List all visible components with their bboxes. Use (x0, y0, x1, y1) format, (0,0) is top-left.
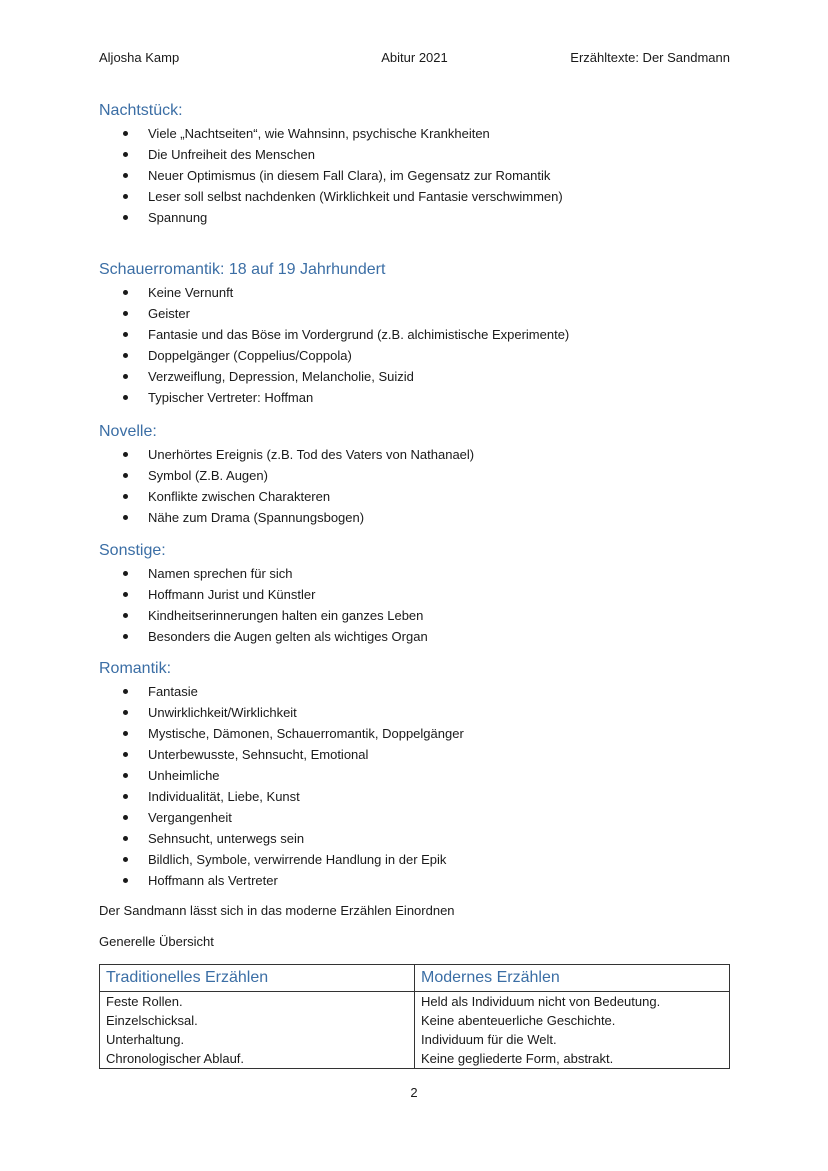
bullet-list (99, 444, 739, 528)
table-header-modern: Modernes Erzählen (415, 965, 730, 992)
list-item: Fantasie und das Böse im Vordergrund (z.B. alchimistische Experimente) (99, 324, 739, 345)
section-sonstige (99, 539, 739, 647)
list-item: Unterbewusste, Sehnsucht, Emotional (99, 744, 739, 765)
page-header (99, 50, 730, 70)
list-item: Sehnsucht, unterwegs sein (99, 828, 739, 849)
list-item: Geister (99, 303, 739, 324)
list-item: Viele „Nachtseiten“, wie Wahnsinn, psychische Krankheiten (99, 123, 739, 144)
section-title: Nachtstück: (99, 102, 183, 119)
table-cell: Unterhaltung. (100, 1030, 415, 1049)
section-novelle (99, 420, 739, 528)
list-item: Unheimliche (99, 765, 739, 786)
list-item: Vergangenheit (99, 807, 739, 828)
paragraph-overview-label: Generelle Übersicht (99, 934, 214, 949)
list-item: Doppelgänger (Coppelius/Coppola) (99, 345, 739, 366)
section-nachtstueck (99, 99, 739, 228)
table-cell: Individuum für die Welt. (415, 1030, 730, 1049)
section-title: Schauerromantik: 18 auf 19 Jahrhundert (99, 261, 386, 278)
table-row (100, 992, 730, 1012)
table-cell: Held als Individuum nicht von Bedeutung. (415, 992, 730, 1012)
section-romantik (99, 657, 739, 891)
list-item: Besonders die Augen gelten als wichtiges Organ (99, 626, 739, 647)
list-item: Hoffmann als Vertreter (99, 870, 739, 891)
list-item: Kindheitserinnerungen halten ein ganzes Leben (99, 605, 739, 626)
bullet-list (99, 563, 739, 647)
paragraph-classification: Der Sandmann lässt sich in das moderne Erzählen Einordnen (99, 903, 455, 918)
list-item: Fantasie (99, 681, 739, 702)
list-item: Bildlich, Symbole, verwirrende Handlung in der Epik (99, 849, 739, 870)
table-row (100, 1011, 730, 1030)
table-cell: Chronologischer Ablauf. (100, 1049, 415, 1069)
list-item: Unwirklichkeit/Wirklichkeit (99, 702, 739, 723)
list-item: Mystische, Dämonen, Schauerromantik, Doppelgänger (99, 723, 739, 744)
list-item: Namen sprechen für sich (99, 563, 739, 584)
comparison-table (99, 964, 730, 1069)
table-header-traditional: Traditionelles Erzählen (100, 965, 415, 992)
list-item: Neuer Optimismus (in diesem Fall Clara), im Gegensatz zur Romantik (99, 165, 739, 186)
bullet-list (99, 282, 739, 408)
page-number: 2 (410, 1085, 418, 1100)
list-item: Symbol (Z.B. Augen) (99, 465, 739, 486)
table-row (100, 1049, 730, 1069)
table-row (100, 1030, 730, 1049)
list-item: Unerhörtes Ereignis (z.B. Tod des Vaters von Nathanael) (99, 444, 739, 465)
section-title: Romantik: (99, 660, 172, 677)
table-cell: Einzelschicksal. (100, 1011, 415, 1030)
list-item: Verzweiflung, Depression, Melancholie, Suizid (99, 366, 739, 387)
list-item: Nähe zum Drama (Spannungsbogen) (99, 507, 739, 528)
table-cell: Feste Rollen. (100, 992, 415, 1012)
section-schauerromantik (99, 258, 739, 408)
list-item: Typischer Vertreter: Hoffman (99, 387, 739, 408)
list-item: Spannung (99, 207, 739, 228)
table-cell: Keine gegliederte Form, abstrakt. (415, 1049, 730, 1069)
section-title: Novelle: (99, 423, 157, 440)
table-cell: Keine abenteuerliche Geschichte. (415, 1011, 730, 1030)
list-item: Hoffmann Jurist und Künstler (99, 584, 739, 605)
bullet-list (99, 681, 739, 891)
list-item: Konflikte zwischen Charakteren (99, 486, 739, 507)
section-title: Sonstige: (99, 542, 166, 559)
list-item: Individualität, Liebe, Kunst (99, 786, 739, 807)
header-author: Aljosha Kamp (99, 50, 180, 65)
list-item: Die Unfreiheit des Menschen (99, 144, 739, 165)
bullet-list (99, 123, 739, 228)
list-item: Leser soll selbst nachdenken (Wirklichkeit und Fantasie verschwimmen) (99, 186, 739, 207)
header-exam: Abitur 2021 (381, 50, 448, 65)
header-topic: Erzähltexte: Der Sandmann (570, 50, 730, 65)
table-header-row (100, 965, 730, 992)
list-item: Keine Vernunft (99, 282, 739, 303)
